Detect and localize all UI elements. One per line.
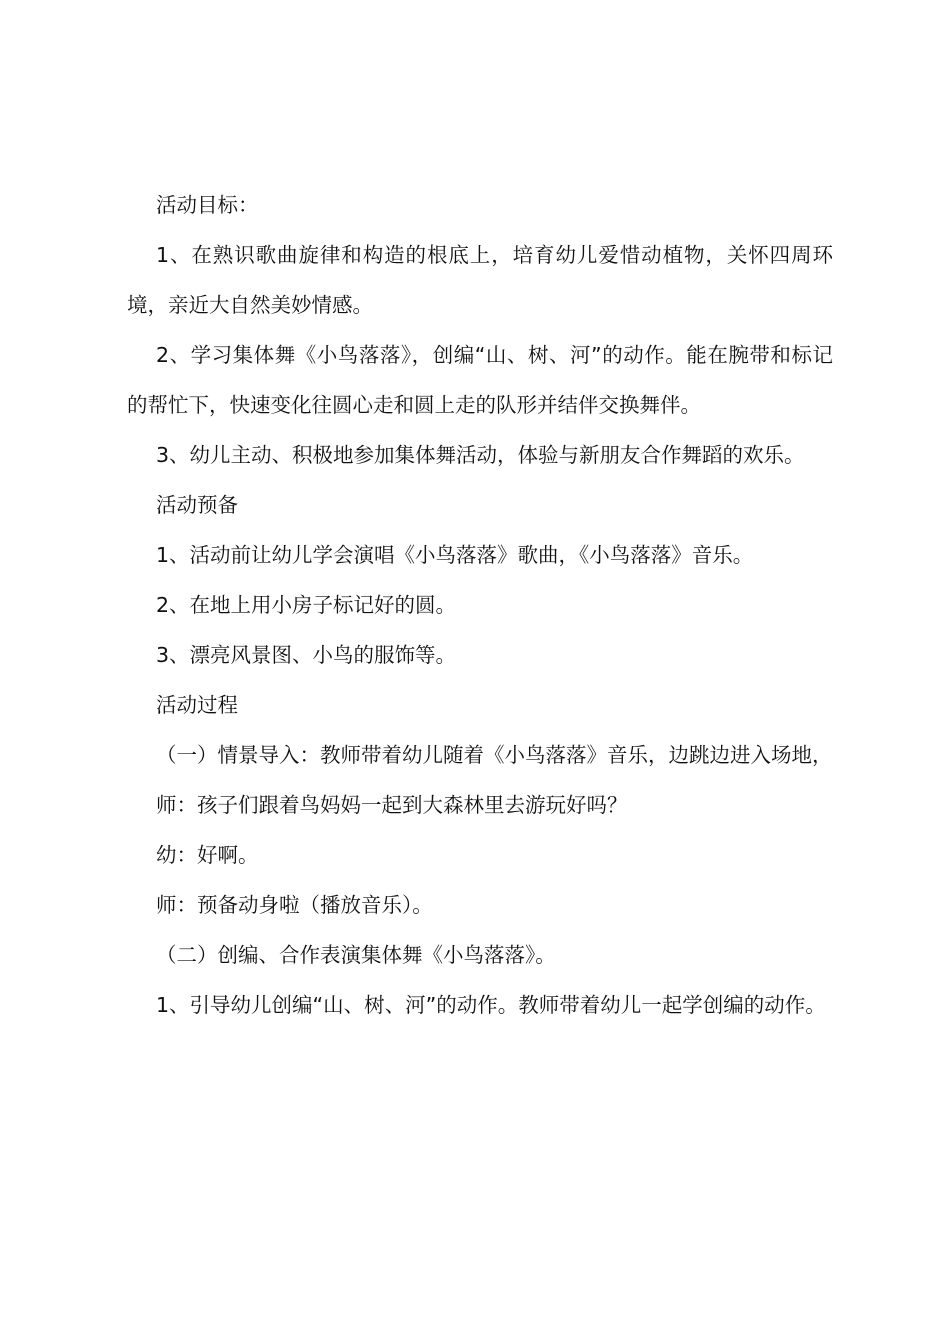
process-step-2-item-1: 1、引导幼儿创编“山、树、河”的动作。教师带着幼儿一起学创编的动作。 xyxy=(156,993,826,1017)
preparation-item-3: 3、漂亮风景图、小鸟的服饰等。 xyxy=(156,643,457,667)
goal-item-2: 2、学习集体舞《小鸟落落》，创编“山、树、河”的动作。能在腕带和标记的帮忙下，快速变化往圆心走和圆上走的队形并结伴交换舞伴。 xyxy=(127,343,833,417)
preparation-item-1: 1、活动前让幼儿学会演唱《小鸟落落》歌曲，《小鸟落落》音乐。 xyxy=(156,543,754,567)
section-heading-process: 活动过程 xyxy=(156,693,238,717)
section-heading-goals: 活动目标： xyxy=(156,193,259,217)
section-heading-preparation: 活动预备 xyxy=(156,493,238,517)
dialogue-line-teacher-2: 师：预备动身啦（播放音乐）。 xyxy=(156,893,433,917)
process-step-1-intro: （一）情景导入：教师带着幼儿随着《小鸟落落》音乐，边跳边进入场地， xyxy=(156,743,833,767)
dialogue-line-teacher-1: 师：孩子们跟着鸟妈妈一起到大森林里去游玩好吗？ xyxy=(156,793,628,817)
goal-item-1: 1、在熟识歌曲旋律和构造的根底上，培育幼儿爱惜动植物，关怀四周环境，亲近大自然美妙情感。 xyxy=(127,243,833,317)
document-body xyxy=(127,180,833,1030)
process-step-2-heading: （二）创编、合作表演集体舞《小鸟落落》。 xyxy=(156,943,556,967)
preparation-item-2: 2、在地上用小房子标记好的圆。 xyxy=(156,593,457,617)
goal-item-3: 3、幼儿主动、积极地参加集体舞活动，体验与新朋友合作舞蹈的欢乐。 xyxy=(156,443,805,467)
dialogue-line-child: 幼：好啊。 xyxy=(156,843,259,867)
